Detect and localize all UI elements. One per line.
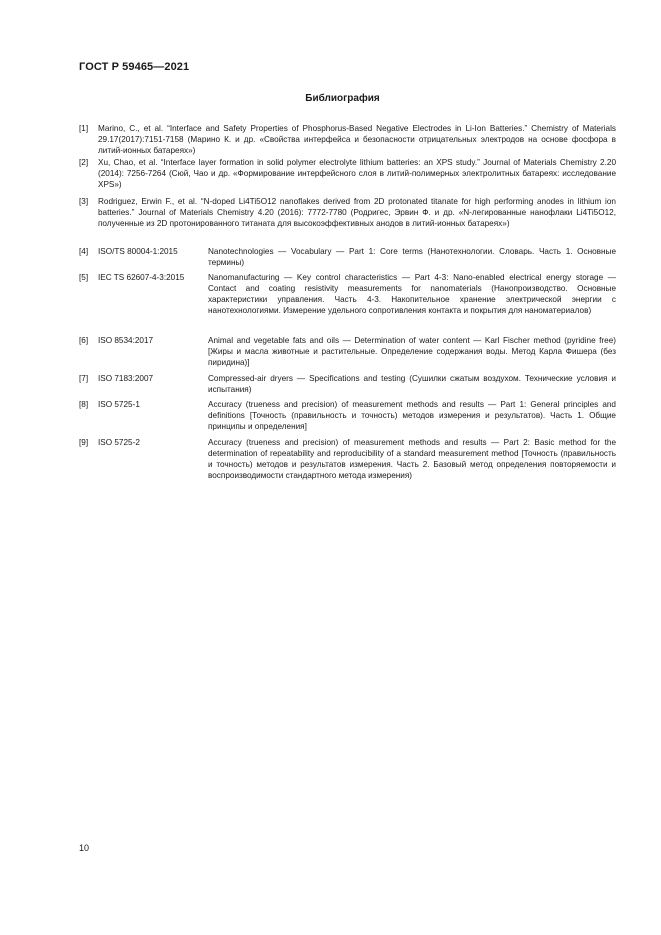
reference-number: [8]	[79, 400, 89, 409]
reference-text: Xu, Chao, et al. “Interface layer formation in solid polymer electrolyte lithium batteries: an XPS study.” Journal of Materials Chemistry 2.20 (2014): 7256-7264 (Сюй, Чао и др. «Формирование интерфейсного слоя в литий-полимерных электролитных батареях: исследование XPS»)	[98, 158, 616, 189]
reference-code: ISO/TS 80004-1:2015	[98, 247, 178, 256]
page-title-text: Библиография	[305, 93, 380, 104]
reference-text: Animal and vegetable fats and oils — Determination of water content — Karl Fischer method (pyridine free) [Жиры и масла животные и растительные. Определение содержания воды. Метод Карла Фишера (без пиридина)]	[208, 336, 616, 367]
reference-text: Accuracy (trueness and precision) of measurement methods and results — Part 2: Basic method for the determination of repeatability and reproducibility of a standard measurement method [Точность (правильность и точность) методов и результатов измерения. Часть 2. Базовый метод определения повторяемости и воспроизводимости стандартного метода измерения)	[208, 438, 616, 480]
reference-code: IEC TS 62607-4-3:2015	[98, 273, 185, 282]
reference-text: Nanomanufacturing — Key control characteristics — Part 4-3: Nano-enabled electrical energy storage — Contact and coating resistivity measurements for nanomaterials (Нанопроизводство. Основные характеристики управления. Часть 4-3. Накопительное хранение электрической энергии с нанотехнологиями. Измерение удельного сопротивления контакта и покрытия для наноматериалов)	[208, 273, 616, 315]
reference-code: ISO 5725-2	[98, 438, 140, 447]
reference-code: ISO 8534:2017	[98, 336, 154, 345]
reference-text: Compressed-air dryers — Specifications and testing (Сушилки сжатым воздухом. Технические условия и испытания)	[208, 374, 616, 394]
reference-text: Accuracy (trueness and precision) of measurement methods and results — Part 1: General principles and definitions [Точность (правильность и точность) методов измерения и результатов). Часть 1. Общие принципы и определения]	[208, 400, 616, 431]
reference-number: [5]	[79, 273, 89, 282]
reference-number: [4]	[79, 247, 89, 256]
reference-text: Rodriguez, Erwin F., et al. “N-doped Li4Ti5O12 nanoflakes derived from 2D protonated titanate for high performing anodes in lithium ion batteries.” Journal of Materials Chemistry 4.20 (2016): 7772-7780 (Родригес, Эрвин Ф. и др. «N-легированные нанофлаки Li4Ti5O12, полученные из 2D протонированного титаната для высокоэффективных анодов в литий-ионных батареях»)	[98, 197, 616, 228]
page-number: 10	[79, 843, 90, 853]
document-header: ГОСТ Р 59465—2021	[79, 61, 190, 73]
reference-number: [6]	[79, 336, 89, 345]
reference-number: [9]	[79, 438, 89, 447]
page-title	[0, 93, 661, 104]
reference-number: [1]	[79, 124, 89, 133]
reference-number: [3]	[79, 197, 89, 206]
reference-number: [2]	[79, 158, 89, 167]
reference-text: Marino, C., et al. “Interface and Safety Properties of Phosphorus-Based Negative Electrodes in Li-Ion Batteries.” Chemistry of Materials 29.17(2017):7151-7158 (Марино К. и др. «Свойства интерфейса и безопасности отрицательных электродов на основе фосфора в литий-ионных батареях»)	[98, 124, 616, 155]
reference-number: [7]	[79, 374, 89, 383]
reference-code: ISO 7183:2007	[98, 374, 154, 383]
reference-text: Nanotechnologies — Vocabulary — Part 1: Core terms (Нанотехнологии. Словарь. Часть 1. Основные термины)	[208, 247, 616, 267]
reference-code: ISO 5725-1	[98, 400, 140, 409]
